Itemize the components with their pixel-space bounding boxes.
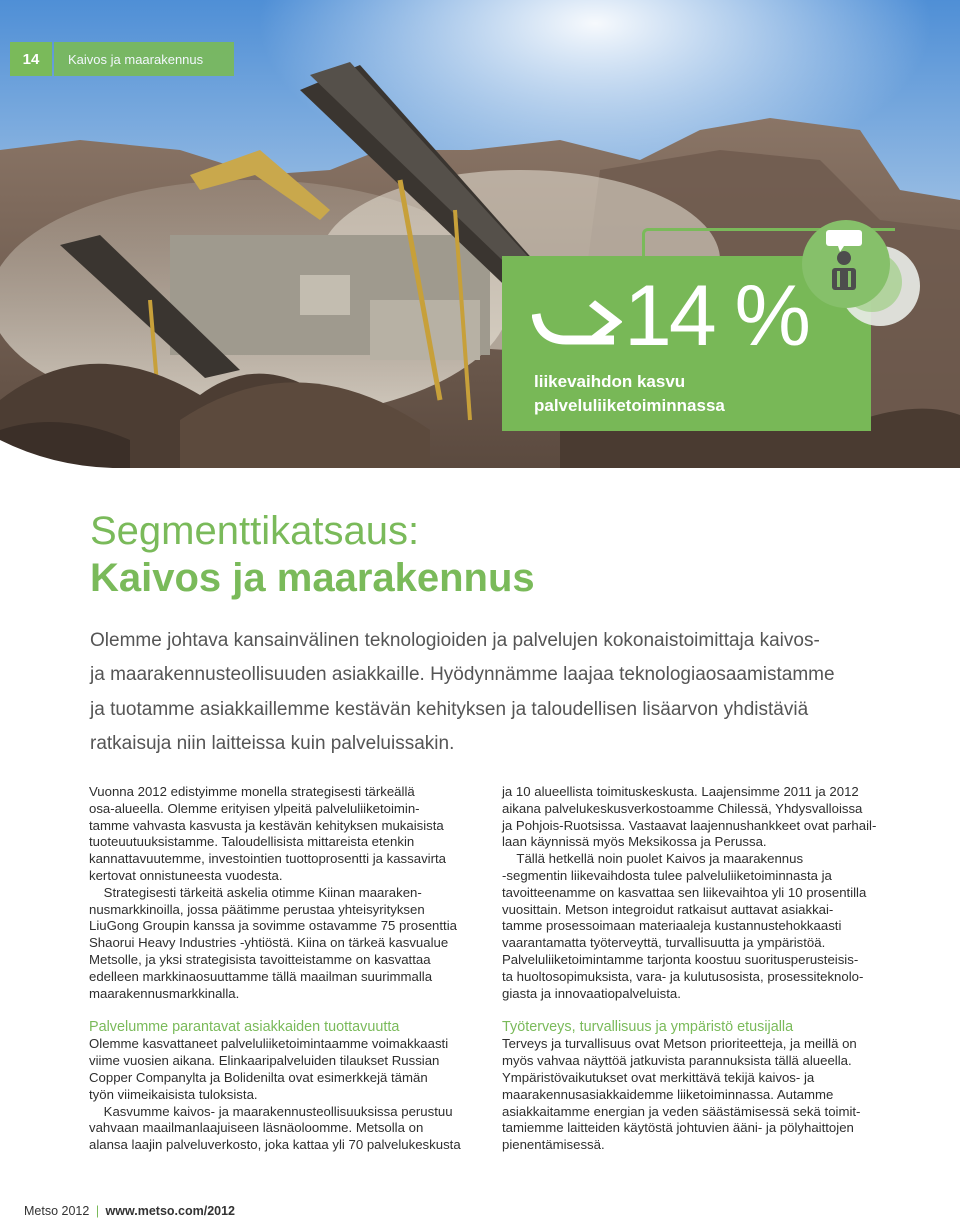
text-line: tavoitteenamme on kasvattaa sen liikevaihtoa yli 10 prosentilla bbox=[502, 884, 867, 900]
text-line: maarakennusmarkkinalla. bbox=[89, 985, 240, 1001]
subheading: Työterveys, turvallisuus ja ympäristö etusijalla bbox=[502, 1019, 794, 1036]
page-number: 14 bbox=[10, 42, 52, 76]
text-line: edelleen markkinaosuuttamme tällä maailman suurimmalla bbox=[89, 968, 433, 984]
text-line: LiuGong Groupin kanssa ja sovimme ostavamme 75 prosenttia bbox=[89, 918, 457, 934]
text-line: Olemme kasvattaneet palveluliiketoimintaamme voimakkaasti bbox=[89, 1036, 449, 1052]
paragraph bbox=[502, 851, 882, 1002]
text-line: -segmentin liikevaihdosta tulee palveluliiketoiminnasta ja bbox=[502, 867, 832, 883]
stat-label-line: liikevaihdon kasvu bbox=[534, 372, 686, 391]
text-line: ta huoltosopimuksista, vara- ja kulutusosista, prosessiteknolo- bbox=[502, 968, 864, 984]
heading-line2: Kaivos ja maarakennus bbox=[90, 556, 535, 600]
text-line: giasta ja innovaatiopalveluista. bbox=[502, 985, 681, 1001]
section-title: Kaivos ja maarakennus bbox=[54, 42, 234, 76]
intro-line: ja tuotamme asiakkaillemme kestävän kehityksen ja taloudellisen lisäarvon yhdistäviä bbox=[90, 698, 809, 720]
text-line: aikana palvelukeskusverkostoamme Chilessä, Yhdysvalloissa bbox=[502, 800, 863, 816]
paragraph bbox=[502, 784, 882, 851]
text-line: Strategisesti tärkeitä askelia otimme Kiinan maaraken- bbox=[89, 884, 422, 900]
intro-line: ratkaisuja niin laitteissa kuin palveluissakin. bbox=[90, 732, 455, 754]
stat-label bbox=[534, 370, 725, 418]
text-line: Kasvumme kaivos- ja maarakennusteollisuuksissa perustuu bbox=[89, 1103, 453, 1119]
text-line: vaarantamatta työterveyttä, turvallisuutta ja ympäristöä. bbox=[502, 935, 826, 951]
text-line: alansa laajin palveluverkosto, joka kattaa yli 70 palvelukeskusta bbox=[89, 1137, 461, 1153]
text-line: Terveys ja turvallisuus ovat Metson prioriteetteja, ja meillä on bbox=[502, 1036, 857, 1052]
text-line: tuoteuutuuksistamme. Taloudellisista mittareista etenkin bbox=[89, 834, 415, 850]
text-line: myös vahvaa näyttöä jatkuvista parannuksista tällä alueella. bbox=[502, 1053, 852, 1069]
text-line: vahvaan maailmanlaajuiseen läsnäoloomme. Metsolla on bbox=[89, 1120, 424, 1136]
person-speech-icon bbox=[796, 216, 926, 330]
right-column bbox=[502, 784, 882, 1154]
text-line: osa-alueella. Olemme erityisen ylpeitä palveluliiketoimin- bbox=[89, 800, 420, 816]
paragraph bbox=[89, 1104, 469, 1154]
page-heading bbox=[90, 508, 535, 602]
footer-publication: Metso 2012 bbox=[24, 1204, 90, 1218]
footer-separator: | bbox=[95, 1204, 100, 1218]
heading-line1: Segmenttikatsaus: bbox=[90, 509, 420, 553]
text-line: Tällä hetkellä noin puolet Kaivos ja maarakennus bbox=[502, 851, 804, 867]
text-line: Metsolle, ja yksi strategisista tavoitteistamme on kasvattaa bbox=[89, 951, 431, 967]
text-line: kannattavuutemme, investointien tuottoprosentti ja kassavirta bbox=[89, 851, 446, 867]
text-line: maarakennusasiakkaidemme liiketoiminnassa. Autamme bbox=[502, 1086, 834, 1102]
text-line: tamme vahvasta kasvusta ja kestävän kehityksen mukaisista bbox=[89, 817, 444, 833]
left-column bbox=[89, 784, 469, 1154]
intro-line: Olemme johtava kansainvälinen teknologioiden ja palvelujen kokonaistoimittaja kaivos- bbox=[90, 630, 820, 651]
stat-label-line: palveluliiketoiminnassa bbox=[534, 396, 725, 415]
text-line: nusmarkkinoilla, jossa päätimme perustaa yhteisyrityksen bbox=[89, 901, 425, 917]
text-line: tamiemme laitteiden käytöstä johtuvien ääni- ja pölyhaittojen bbox=[502, 1120, 854, 1136]
text-line: Shaorui Heavy Industries -yhtiöstä. Kiina on tärkeä kasvualue bbox=[89, 935, 449, 951]
text-line: kertovat onnistuneesta vuodesta. bbox=[89, 867, 283, 883]
footer-url[interactable]: www.metso.com/2012 bbox=[105, 1204, 235, 1218]
stat-value: 14 % bbox=[624, 268, 809, 364]
page-footer bbox=[24, 1204, 235, 1218]
subheading: Palvelumme parantavat asiakkaiden tuottavuutta bbox=[89, 1019, 400, 1036]
text-line: Ympäristövaikutukset ovat merkittävä tekijä kaivos- ja bbox=[502, 1069, 815, 1085]
text-line: Vuonna 2012 edistyimme monella strategisesti tärkeällä bbox=[89, 784, 415, 799]
text-line: Copper Companylta ja Bolidenilta ovat esimerkkejä tämän bbox=[89, 1069, 428, 1085]
text-line: asiakkaitamme energian ja veden säästämisessä sekä toimit- bbox=[502, 1103, 861, 1119]
paragraph bbox=[89, 784, 469, 885]
paragraph bbox=[89, 1036, 469, 1103]
text-line: pienentämisessä. bbox=[502, 1137, 605, 1153]
text-line: Palveluliiketoimintamme tarjonta koostuu suoritusperusteisis- bbox=[502, 951, 859, 967]
text-line: työn viimeikaisista tuloksista. bbox=[89, 1086, 258, 1102]
text-line: tamme prosessoimaan materiaaleja kustannustehokkaasti bbox=[502, 918, 842, 934]
intro-line: ja maarakennusteollisuuden asiakkaille. Hyödynnämme laajaa teknologiaosaamistamme bbox=[90, 664, 835, 686]
arrow-icon bbox=[532, 292, 622, 352]
text-line: viime vuosien aikana. Elinkaaripalveluiden tilaukset Russian bbox=[89, 1053, 440, 1069]
text-line: ja 10 alueellista toimituskeskusta. Laajensimme 2011 ja 2012 bbox=[502, 784, 859, 799]
text-line: vuosittain. Metson integroidut ratkaisut auttavat asiakkai- bbox=[502, 901, 834, 917]
paragraph bbox=[89, 885, 469, 1003]
paragraph bbox=[502, 1036, 882, 1154]
page-tab bbox=[10, 42, 234, 76]
text-line: ja Pohjois-Ruotsissa. Vastaavat laajennushankkeet ovat parhail- bbox=[502, 817, 877, 833]
text-line: laan käynnissä myös Meksikossa ja Perussa. bbox=[502, 834, 767, 850]
intro-paragraph bbox=[90, 624, 880, 761]
